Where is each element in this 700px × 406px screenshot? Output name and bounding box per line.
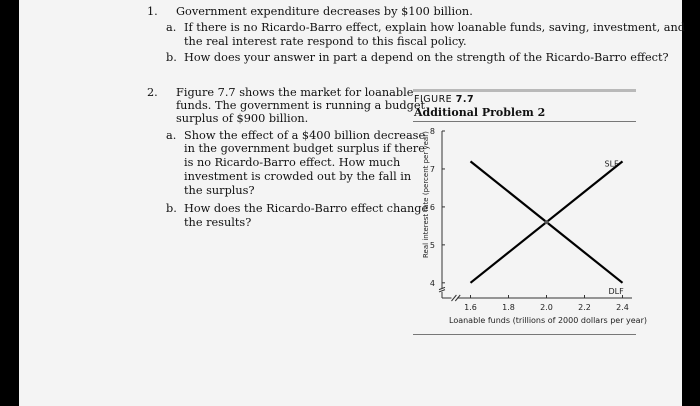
q1-b-text: How does your answer in part a depend on the strength of the Ricardo-Barro effect?: [184, 51, 669, 64]
q2-b-line2: the results?: [184, 216, 252, 229]
q1-b-label: b.: [166, 51, 177, 64]
chart-axes: [430, 127, 632, 312]
figure-title: Additional Problem 2: [414, 106, 546, 119]
q2-a-line1: Show the effect of a $400 billion decrease: [184, 129, 426, 142]
q1-number: 1.: [147, 5, 158, 18]
q2-a-label: a.: [166, 129, 177, 142]
y-tick-label: 7: [429, 164, 435, 174]
y-tick-label: 5: [429, 240, 435, 250]
x-tick-label: 2.4: [616, 303, 629, 312]
equilibrium-point: [545, 220, 549, 224]
y-tick-label: 8: [429, 127, 435, 136]
series-label-slf: SLF: [604, 159, 619, 169]
x-axis-label: Loanable funds (trillions of 2000 dollars per year): [449, 316, 647, 325]
q2-b-line1: How does the Ricardo-Barro effect change: [184, 202, 429, 215]
q1-a-line2: the real interest rate respond to this fiscal policy.: [184, 35, 467, 48]
x-tick-label: 2.0: [540, 303, 553, 312]
q2-line2: funds. The government is running a budget: [176, 99, 426, 112]
x-tick-label: 2.2: [578, 303, 591, 312]
q2-b-label: b.: [166, 202, 177, 215]
y-tick-label: 6: [429, 202, 435, 212]
q2-a-line5: the surplus?: [184, 184, 255, 197]
y-axis-break-mark: [439, 290, 445, 292]
series-label-dlf: DLF: [608, 286, 624, 296]
q2-a-line4: investment is crowded out by the fall in: [184, 170, 412, 183]
y-axis-label: Real interest rate (percent per year): [422, 131, 430, 258]
x-tick-label: 1.6: [464, 303, 477, 312]
figure-label-number: 7.7: [455, 94, 475, 105]
q2-line3: surplus of $900 billion.: [176, 112, 309, 125]
chart-marks: [471, 159, 625, 295]
y-tick-label: 4: [429, 278, 435, 288]
q2-a-line3: is no Ricardo-Barro effect. How much: [184, 156, 401, 169]
q1-a-line1: If there is no Ricardo-Barro effect, explain how loanable funds, saving, investment, and: [184, 21, 686, 34]
figure-label-prefix: FIGURE: [414, 94, 453, 105]
q1-text: Government expenditure decreases by $100 billion.: [176, 5, 473, 18]
q2-a-line2: in the government budget surplus if there: [184, 142, 425, 155]
q2-line1: Figure 7.7 shows the market for loanable: [176, 86, 414, 99]
x-tick-label: 1.8: [502, 303, 515, 312]
q1-a-label: a.: [166, 21, 177, 34]
q2-number: 2.: [147, 86, 158, 99]
